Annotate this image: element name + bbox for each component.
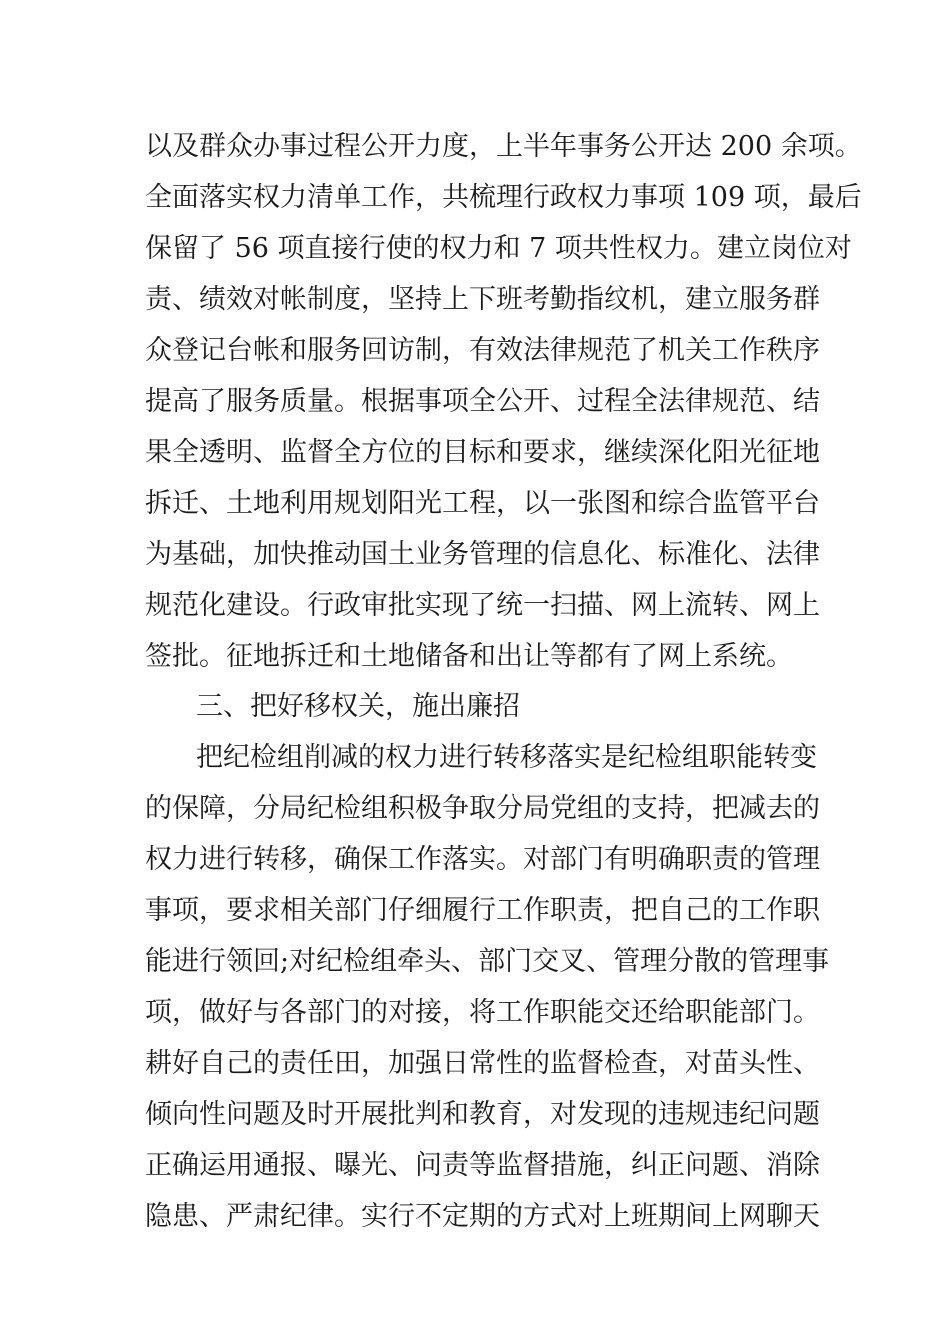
text-line: 权力进行转移，确保工作落实。对部门有明确职责的管理 bbox=[145, 844, 820, 875]
text-line: 众登记台帐和服务回访制，有效法律规范了机关工作秩序 bbox=[145, 335, 820, 366]
text-line: 签批。征地拆迁和土地储备和出让等都有了网上系统。 bbox=[145, 641, 793, 672]
text-line: 把纪检组削减的权力进行转移落实是纪检组职能转变 bbox=[196, 742, 817, 773]
text-line: 正确运用通报、曝光、问责等监督措施，纠正问题、消除 bbox=[145, 1150, 820, 1181]
text-line: 果全透明、监督全方位的目标和要求，继续深化阳光征地 bbox=[145, 437, 820, 468]
text-line: 提高了服务质量。根据事项全公开、过程全法律规范、结 bbox=[145, 386, 820, 417]
text-line: 耕好自己的责任田，加强日常性的监督检查，对苗头性、 bbox=[145, 1048, 820, 1079]
text-line: 责、绩效对帐制度，坚持上下班考勤指纹机，建立服务群 bbox=[145, 284, 820, 315]
text-line: 的保障，分局纪检组积极争取分局党组的支持，把减去的 bbox=[145, 793, 820, 824]
text-line: 倾向性问题及时开展批判和教育，对发现的违规违纪问题 bbox=[145, 1099, 820, 1130]
text-line: 为基础，加快推动国土业务管理的信息化、标准化、法律 bbox=[145, 539, 820, 570]
section-heading: 三、把好移权关，施出廉招 bbox=[196, 691, 520, 722]
text-line: 能进行领回;对纪检组牵头、部门交叉、管理分散的管理事 bbox=[145, 946, 830, 977]
text-line: 保留了 56 项直接行使的权力和 7 项共性权力。建立岗位对 bbox=[145, 233, 852, 264]
text-line: 事项，要求相关部门仔细履行工作职责，把自己的工作职 bbox=[145, 895, 820, 926]
text-line: 拆迁、土地利用规划阳光工程，以一张图和综合监管平台 bbox=[145, 488, 820, 519]
text-line: 项，做好与各部门的对接，将工作职能交还给职能部门。 bbox=[145, 997, 820, 1028]
text-line: 以及群众办事过程公开力度，上半年事务公开达 200 余项。 bbox=[145, 131, 862, 162]
text-line: 隐患、严肃纪律。实行不定期的方式对上班期间上网聊天 bbox=[145, 1201, 820, 1232]
text-line: 规范化建设。行政审批实现了统一扫描、网上流转、网上 bbox=[145, 590, 820, 621]
text-line: 全面落实权力清单工作，共梳理行政权力事项 109 项，最后 bbox=[145, 182, 862, 213]
